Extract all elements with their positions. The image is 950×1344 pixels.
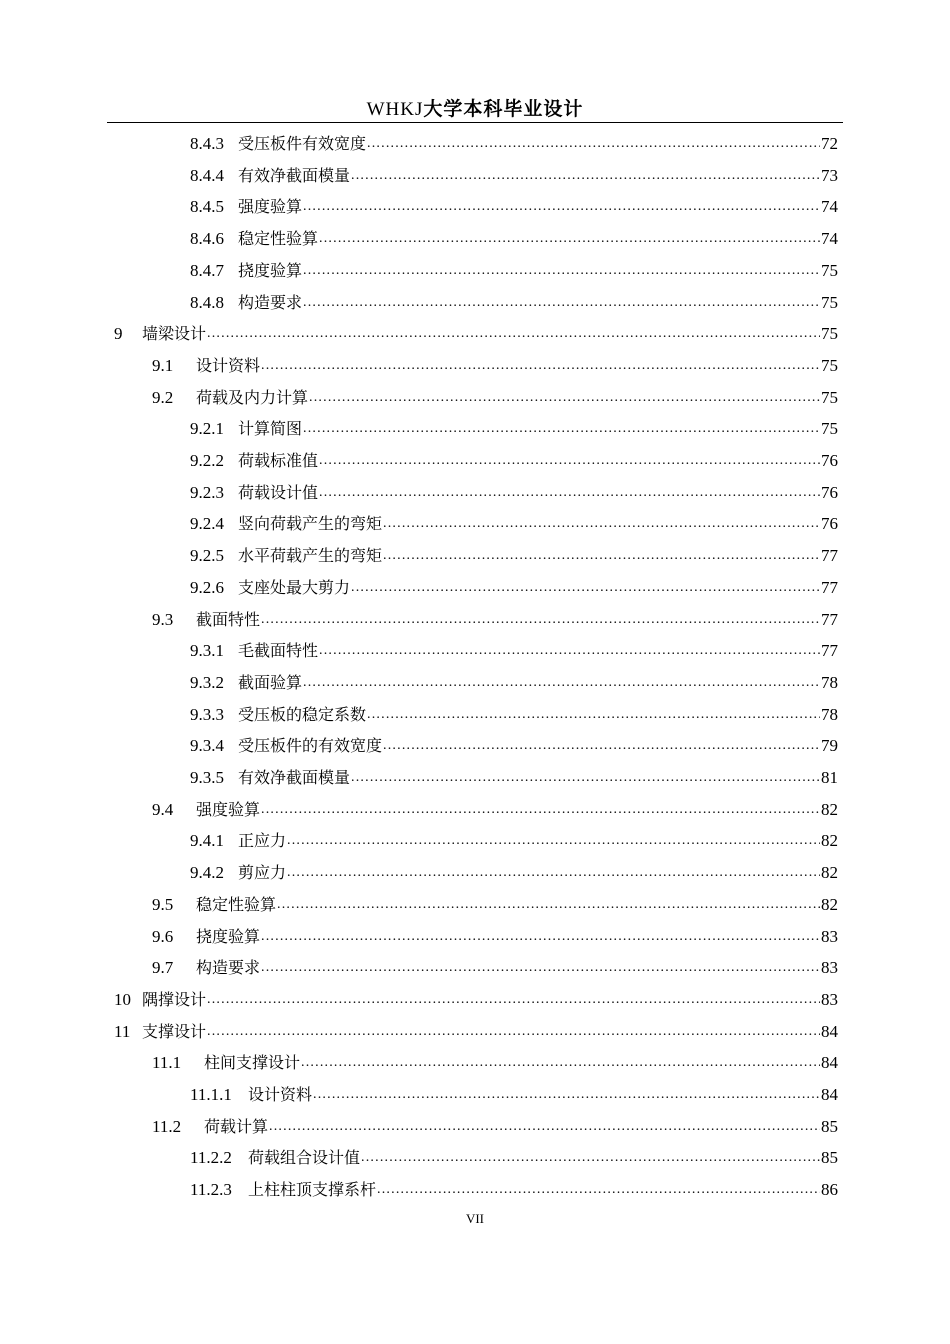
toc-entry-page: 74 [821,229,838,249]
toc-entry[interactable] [190,853,838,884]
toc-entry-page: 83 [821,926,838,946]
toc-entry-number: 11 [114,1021,131,1041]
toc-dot-leader [207,323,820,345]
toc-entry-number: 10 [114,989,131,1009]
toc-entry[interactable] [152,790,838,821]
toc-entry[interactable] [190,536,838,567]
toc-entry-number: 8.4.8 [190,292,224,312]
toc-entry[interactable] [152,948,838,979]
toc-dot-leader [309,387,820,409]
toc-entry-title: 有效净截面模量 [238,165,351,185]
toc-entry-number: 9 [114,324,123,344]
toc-entry-page: 82 [821,799,838,819]
toc-dot-leader [287,862,820,884]
toc-entry-title: 稳定性验算 [196,894,277,914]
toc-entry-number: 9.7 [152,958,174,978]
toc-entry[interactable] [152,600,838,631]
toc-entry-title: 墙梁设计 [142,324,207,344]
toc-entry-number: 9.6 [152,926,174,946]
toc-dot-leader [351,165,820,187]
toc-entry-number: 8.4.6 [190,229,224,249]
toc-entry-number: 9.4.2 [190,863,224,883]
toc-entry[interactable] [190,504,838,535]
toc-entry[interactable] [152,346,838,377]
toc-entry-page: 75 [821,260,838,280]
toc-entry-number: 9.2.5 [190,546,224,566]
toc-entry-number: 11.2.2 [190,1148,232,1168]
toc-dot-leader [319,450,820,472]
toc-entry[interactable] [152,885,838,916]
toc-dot-leader [313,1084,820,1106]
toc-dot-leader [303,260,820,282]
toc-entry-page: 82 [821,863,838,883]
toc-entry[interactable] [114,980,838,1011]
toc-entry[interactable] [190,473,838,504]
toc-entry[interactable] [190,1075,838,1106]
header-latin: WHKJ [366,99,424,120]
toc-dot-leader [261,926,820,948]
toc-entry-page: 75 [821,324,838,344]
toc-dot-leader [383,545,820,567]
toc-entry-title: 强度验算 [196,799,261,819]
toc-dot-leader [367,133,820,155]
toc-dot-leader [303,418,820,440]
toc-entry-title: 设计资料 [196,355,261,375]
toc-entry-page: 75 [821,355,838,375]
toc-dot-leader [319,482,820,504]
header-title: 大学本科毕业设计 [423,98,584,120]
toc-entry-title: 隅撑设计 [142,989,207,1009]
toc-entry-title: 设计资料 [248,1085,313,1104]
toc-entry[interactable] [190,156,838,187]
toc-entry-title: 竖向荷载产生的弯矩 [238,514,383,534]
toc-entry-page: 77 [821,546,838,566]
toc-entry-title: 构造要求 [196,958,261,978]
toc-entry-page: 75 [821,387,838,407]
toc-entry[interactable] [190,283,838,314]
toc-dot-leader [207,989,820,1011]
toc-entry-number: 9.3 [152,609,174,629]
toc-entry-number: 8.4.5 [190,197,224,217]
toc-entry[interactable] [190,726,838,757]
toc-entry-page: 77 [821,609,838,629]
toc-entry-title: 上柱柱顶支撑系杆 [248,1180,377,1200]
toc-entry-number: 9.1 [152,355,174,375]
toc-entry[interactable] [190,695,838,726]
toc-entry[interactable] [190,219,838,250]
toc-entry-title: 水平荷载产生的弯矩 [238,546,383,566]
toc-entry-number: 9.2.4 [190,514,224,534]
toc-dot-leader [351,767,820,789]
toc-entry-page: 78 [821,672,838,692]
toc-entry-number: 9.3.1 [190,641,224,661]
toc-dot-leader [383,513,820,535]
toc-entry-title: 支撑设计 [142,1021,207,1041]
toc-entry[interactable] [190,821,838,852]
toc-entry-number: 9.3.4 [190,736,224,756]
toc-entry[interactable] [190,663,838,694]
toc-entry-title: 荷载标准值 [238,451,319,470]
toc-entry-page: 82 [821,894,838,914]
toc-dot-leader [207,1021,820,1043]
toc-entry-page: 79 [821,736,838,756]
toc-entry-title: 强度验算 [238,197,303,217]
toc-entry-page: 76 [821,482,838,502]
toc-entry-title: 柱间支撑设计 [204,1053,301,1073]
toc-entry-page: 76 [821,514,838,534]
toc-dot-leader [303,292,820,314]
toc-entry[interactable] [190,441,838,472]
toc-entry[interactable] [190,1138,838,1169]
toc-entry-title: 受压板件的有效宽度 [238,736,383,756]
toc-dot-leader [261,799,820,821]
toc-dot-leader [261,355,820,377]
toc-entry-number: 11.2.3 [190,1180,232,1200]
toc-entry-page: 74 [821,197,838,217]
toc-dot-leader [383,735,820,757]
toc-entry-page: 82 [821,831,838,851]
toc-entry[interactable] [152,917,838,948]
toc-dot-leader [319,228,820,250]
toc-entry-page: 73 [821,165,838,185]
toc-entry[interactable] [190,631,838,662]
toc-entry[interactable] [190,124,838,155]
toc-entry-page: 84 [821,1053,838,1073]
toc-dot-leader [303,196,820,218]
toc-entry-page: 81 [821,768,838,787]
toc-entry-number: 11.1.1 [190,1085,232,1104]
toc-entry[interactable] [190,568,838,599]
toc-entry-number: 11.1 [152,1053,182,1073]
toc-dot-leader [277,894,820,916]
toc-entry[interactable] [190,187,838,218]
toc-entry-title: 荷载计算 [204,1116,269,1136]
toc-dot-leader [303,672,820,694]
toc-entry-page: 75 [821,419,838,439]
toc-entry-number: 8.4.7 [190,260,224,280]
toc-entry[interactable] [152,378,838,409]
toc-entry-number: 9.2.3 [190,482,224,502]
header-rule [107,122,843,123]
toc-entry-page: 83 [821,958,838,978]
toc-entry-page: 83 [821,989,838,1009]
toc-entry[interactable] [190,758,838,789]
toc-entry-number: 9.3.5 [190,768,224,787]
toc-entry-title: 毛截面特性 [238,641,319,661]
toc-entry-title: 支座处最大剪力 [238,577,351,597]
toc-entry-title: 荷载设计值 [238,482,319,502]
toc-entry-page: 84 [821,1085,838,1104]
toc-dot-leader [377,1179,820,1201]
toc-entry-number: 9.3.2 [190,672,224,692]
toc-entry-number: 9.3.3 [190,704,224,724]
toc-dot-leader [361,1147,820,1169]
toc-entry-title: 计算简图 [238,419,303,439]
toc-entry[interactable] [190,251,838,282]
toc-entry-title: 有效净截面模量 [238,768,351,787]
toc-dot-leader [319,640,820,662]
toc-entry[interactable] [152,1107,838,1138]
toc-entry-title: 受压板件有效宽度 [238,134,367,153]
toc-entry-number: 9.5 [152,894,174,914]
toc-entry-title: 挠度验算 [196,926,261,946]
toc-dot-leader [367,704,820,726]
toc-entry-number: 9.4.1 [190,831,224,851]
toc-entry-title: 剪应力 [238,863,287,883]
toc-entry-title: 稳定性验算 [238,229,319,249]
toc-entry-page: 85 [821,1116,838,1136]
toc-entry-title: 正应力 [238,831,287,851]
toc-dot-leader [261,609,820,631]
toc-entry-number: 11.2 [152,1116,182,1136]
toc-entry-page: 72 [821,134,838,153]
toc-entry-title: 截面验算 [238,672,303,692]
toc-entry-number: 9.4 [152,799,174,819]
toc-entry[interactable] [114,1012,838,1043]
toc-dot-leader [269,1116,820,1138]
toc-entry-title: 构造要求 [238,292,303,312]
toc-entry-title: 荷载组合设计值 [248,1148,361,1168]
toc-entry[interactable] [190,409,838,440]
toc-entry-title: 荷载及内力计算 [196,387,309,407]
toc-dot-leader [301,1052,820,1074]
toc-entry-page: 77 [821,577,838,597]
toc-entry-page: 78 [821,704,838,724]
toc-entry-page: 75 [821,292,838,312]
toc-entry-number: 9.2.2 [190,451,224,470]
toc-dot-leader [261,957,820,979]
toc-entry-page: 85 [821,1148,838,1168]
toc-entry-page: 86 [821,1180,838,1200]
toc-entry-number: 8.4.4 [190,165,224,185]
toc-entry[interactable] [152,1043,838,1074]
toc-entry-number: 9.2.1 [190,419,224,439]
toc-entry-title: 截面特性 [196,609,261,629]
toc-entry-page: 76 [821,451,838,470]
toc-entry[interactable] [114,314,838,345]
toc-entry-number: 8.4.3 [190,134,224,153]
toc-entry-title: 挠度验算 [238,260,303,280]
toc-entry-number: 9.2.6 [190,577,224,597]
toc-entry-title: 受压板的稳定系数 [238,704,367,724]
toc-entry-page: 77 [821,641,838,661]
toc-dot-leader [287,830,820,852]
page-number: VII [465,1211,485,1226]
page-header [107,96,843,123]
toc-entry-page: 84 [821,1021,838,1041]
toc-entry-number: 9.2 [152,387,174,407]
toc-dot-leader [351,577,820,599]
toc-entry[interactable] [190,1170,838,1201]
